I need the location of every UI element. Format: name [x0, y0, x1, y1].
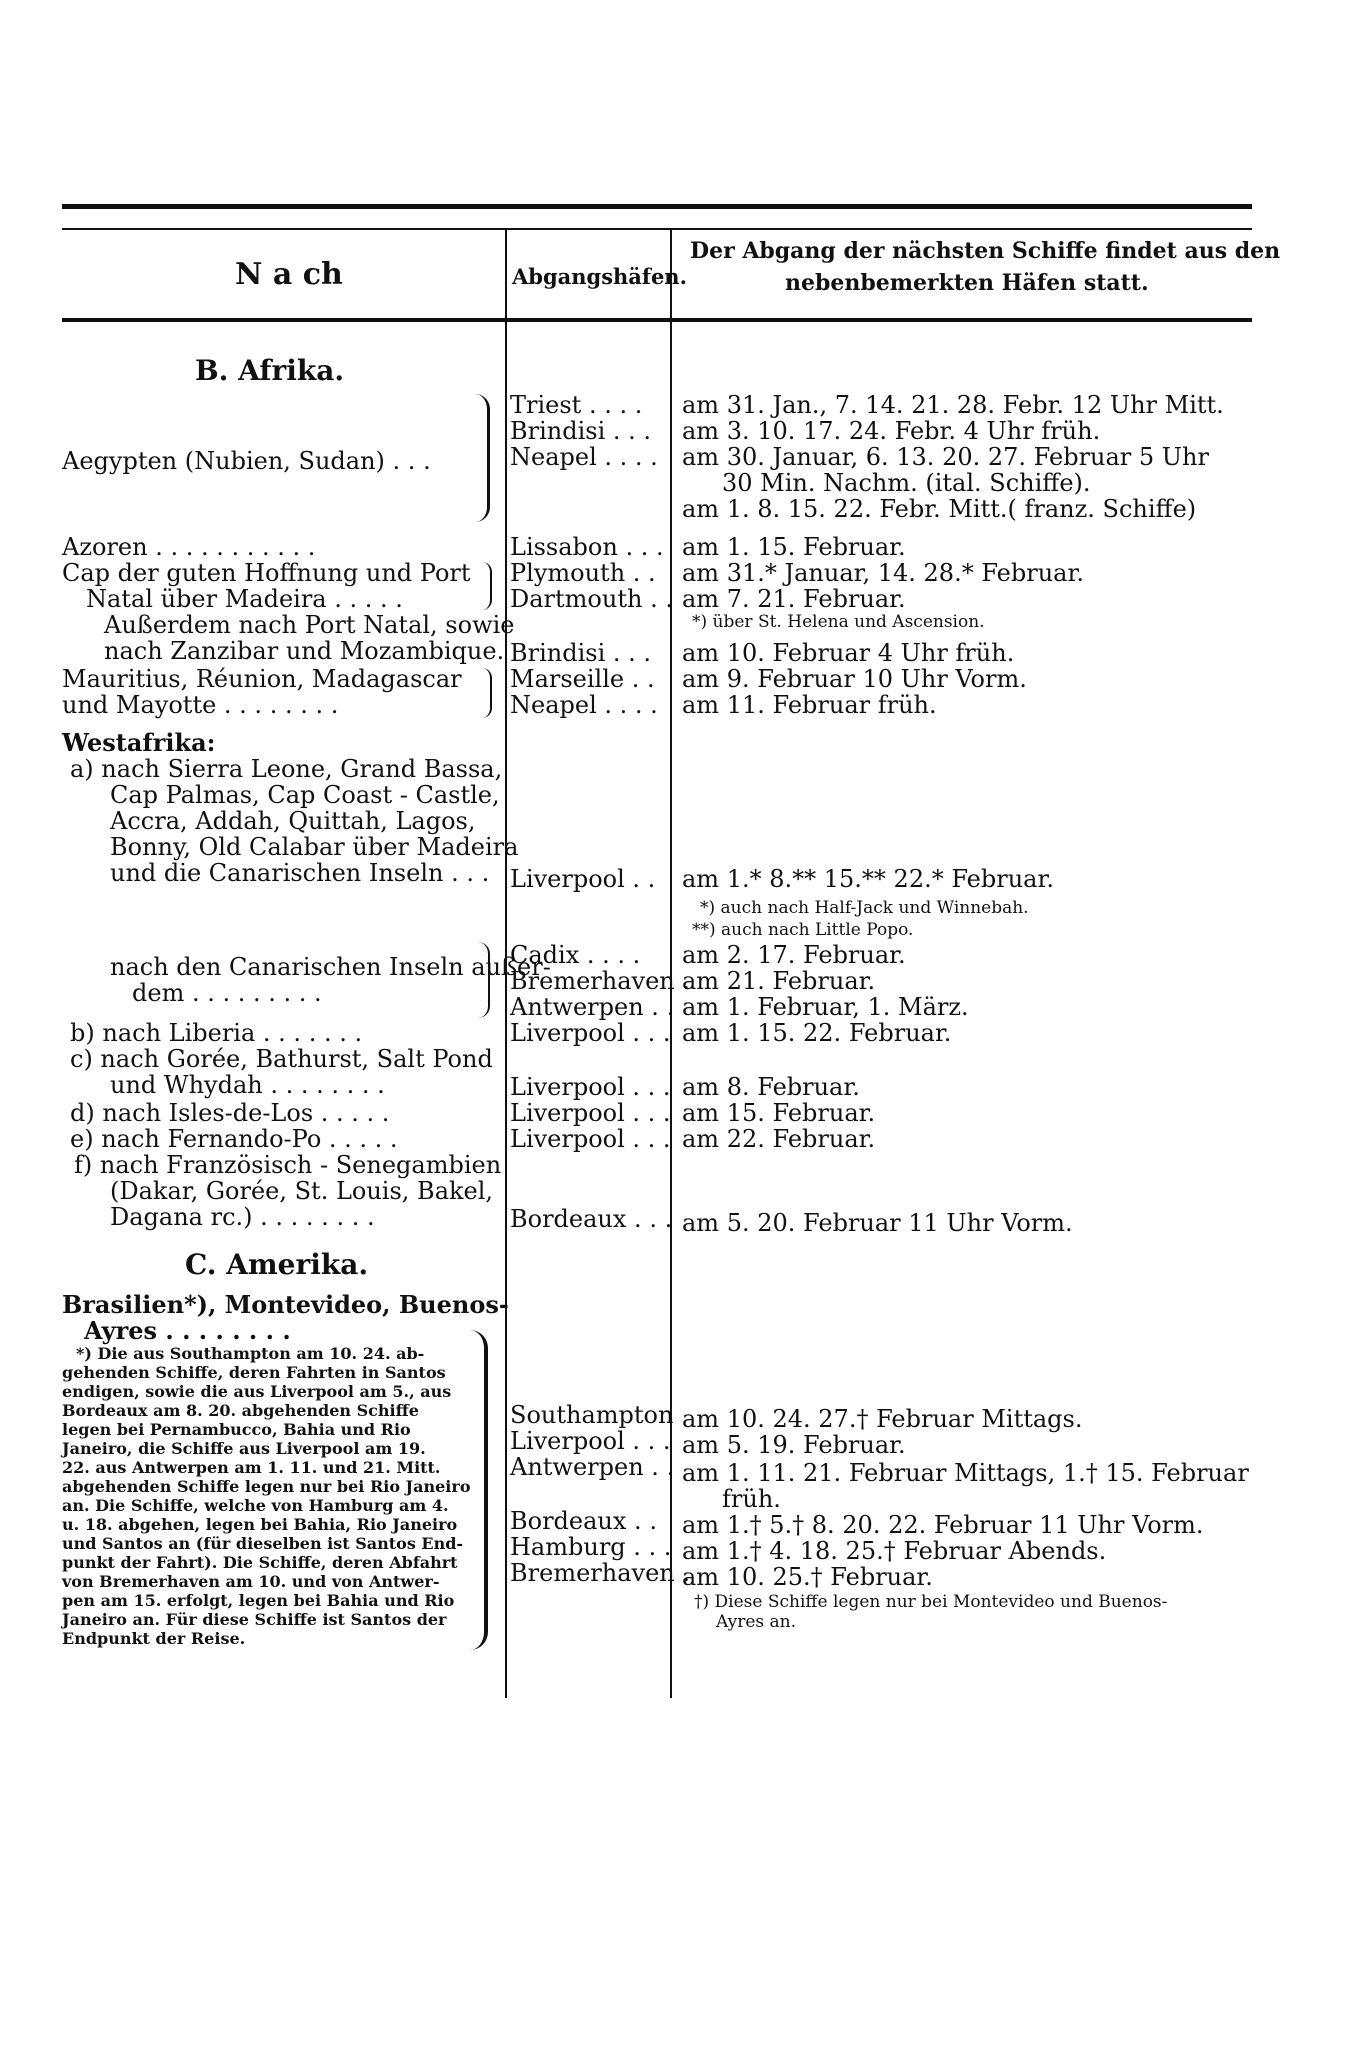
dest-senegambien-line2: (Dakar, Gorée, St. Louis, Bakel, [110, 1177, 494, 1205]
port-liverpool-west-a: Liverpool . . [510, 865, 656, 893]
port-bordeaux-am: Bordeaux . . [510, 1507, 657, 1535]
footnote-line: *) Die aus Southampton am 10. 24. ab- [76, 1344, 425, 1363]
footnote-line: Bordeaux am 8. 20. abgehenden Schiffe [62, 1401, 419, 1420]
footnote-line: und Santos an (für dieselben ist Santos End- [62, 1534, 464, 1553]
dest-westafrika: Westafrika: [62, 728, 216, 757]
dest-west-a-line1: a) nach Sierra Leone, Grand Bassa, [70, 755, 503, 783]
dest-aegypten: Aegypten (Nubien, Sudan) . . . [62, 447, 431, 475]
dep-franz: am 1. 8. 15. 22. Febr. Mitt.( franz. Schiffe) [682, 495, 1197, 523]
dep-bordeaux-am: am 1.† 5.† 8. 20. 22. Februar 11 Uhr Vorm. [682, 1511, 1204, 1539]
dest-cap-line2: Natal über Madeira . . . . . [86, 585, 403, 613]
port-liverpool-c: Liverpool . . . [510, 1073, 671, 1101]
dep-triest: am 31. Jan., 7. 14. 21. 28. Febr. 12 Uhr Mitt. [682, 391, 1224, 419]
top-rule-thin [62, 228, 1252, 230]
note-west-a-1: *) auch nach Half-Jack und Winnebah. [700, 898, 1029, 918]
port-southampton: Southampton [510, 1401, 674, 1429]
brace-aegypten [475, 394, 490, 522]
dep-brindisi-2: am 10. Februar 4 Uhr früh. [682, 639, 1015, 667]
dep-cadix: am 2. 17. Februar. [682, 941, 906, 969]
port-liverpool-am: Liverpool . . . [510, 1427, 671, 1455]
port-bordeaux-f: Bordeaux . . . [510, 1205, 673, 1233]
top-rule [62, 204, 1252, 209]
dep-neapel-2: am 11. Februar früh. [682, 691, 937, 719]
dest-cap-line1: Cap der guten Hoffnung und Port [62, 559, 471, 587]
footnote-line: legen bei Pernambucco, Bahia und Rio [62, 1420, 411, 1439]
port-brindisi-2: Brindisi . . . [510, 639, 652, 667]
note-america-1: †) Diese Schiffe legen nur bei Montevideo und Buenos- [694, 1592, 1168, 1612]
section-title-america: C. Amerika. [185, 1248, 369, 1281]
port-brindisi: Brindisi . . . [510, 417, 652, 445]
dep-neapel: am 30. Januar, 6. 13. 20. 27. Februar 5 Uhr [682, 443, 1209, 471]
note-america-2: Ayres an. [716, 1612, 796, 1632]
dep-lissabon: am 1. 15. Februar. [682, 533, 906, 561]
footnote-line: endigen, sowie die aus Liverpool am 5., aus [62, 1382, 452, 1401]
port-lissabon: Lissabon . . . [510, 533, 664, 561]
dep-antwerpen-am-cont: früh. [722, 1485, 781, 1513]
footnote-line: von Bremerhaven am 10. und von Antwer- [62, 1572, 440, 1591]
port-triest: Triest . . . . [510, 391, 643, 419]
dep-liverpool-c: am 8. Februar. [682, 1073, 860, 1101]
dest-senegambien-line1: f) nach Französisch - Senegambien [74, 1151, 502, 1179]
dest-goree-line1: c) nach Gorée, Bathurst, Salt Pond [70, 1045, 493, 1073]
dest-west-a-line3: Accra, Addah, Quittah, Lagos, [110, 807, 476, 835]
brace-cap [482, 562, 492, 610]
port-antwerpen: Antwerpen . . [510, 993, 675, 1021]
footnote-line: u. 18. abgehen, legen bei Bahia, Rio Janeiro [62, 1515, 458, 1534]
footnote-line: an. Die Schiffe, welche von Hamburg am 4. [62, 1496, 449, 1515]
dest-goree-line2: und Whydah . . . . . . . . [110, 1071, 385, 1099]
footnote-line: pen am 15. erfolgt, legen bei Bahia und Rio [62, 1591, 455, 1610]
port-dartmouth: Dartmouth . . [510, 585, 673, 613]
footnote-line: punkt der Fahrt). Die Schiffe, deren Abfahrt [62, 1553, 458, 1572]
dest-senegambien-line3: Dagana rc.) . . . . . . . . [110, 1203, 375, 1231]
port-liverpool-e: Liverpool . . . [510, 1125, 671, 1153]
port-plymouth: Plymouth . . [510, 559, 656, 587]
footnote-line: 22. aus Antwerpen am 1. 11. und 21. Mitt. [62, 1458, 441, 1477]
dep-marseille: am 9. Februar 10 Uhr Vorm. [682, 665, 1027, 693]
port-antwerpen-am: Antwerpen . . [510, 1453, 675, 1481]
port-liverpool-b: Liverpool . . . [510, 1019, 671, 1047]
footnote-line: Endpunkt der Reise. [62, 1629, 246, 1648]
dest-liberia: b) nach Liberia . . . . . . . [70, 1019, 363, 1047]
brace-america [470, 1330, 488, 1650]
footnote-line: Janeiro an. Für diese Schiffe ist Santos der [62, 1610, 447, 1629]
dep-plymouth: am 31.* Januar, 14. 28.* Februar. [682, 559, 1084, 587]
dest-west-a-line2: Cap Palmas, Cap Coast - Castle, [110, 781, 500, 809]
dep-brindisi: am 3. 10. 17. 24. Febr. 4 Uhr früh. [682, 417, 1101, 445]
dest-canaries-line2: dem . . . . . . . . . [132, 979, 322, 1007]
dest-ausserdem-line1: Außerdem nach Port Natal, sowie [104, 611, 515, 639]
port-neapel-2: Neapel . . . . [510, 691, 658, 719]
port-liverpool-d: Liverpool . . . [510, 1099, 671, 1127]
footnote-line: abgehenden Schiffe legen nur bei Rio Janeiro [62, 1477, 471, 1496]
dep-neapel-cont: 30 Min. Nachm. (ital. Schiffe). [722, 469, 1091, 497]
header-destination: N a ch [235, 257, 343, 292]
port-marseille: Marseille . . [510, 665, 655, 693]
dest-west-a-line4: Bonny, Old Calabar über Madeira [110, 833, 519, 861]
port-cadix: Cadix . . . . [510, 941, 641, 969]
section-title-africa: B. Afrika. [195, 354, 345, 387]
header-departures-line2: nebenbemerkten Häfen statt. [785, 270, 1149, 296]
header-ports: Abgangshäfen. [512, 264, 687, 289]
port-bremerhaven: Bremerhaven . [510, 967, 690, 995]
brace-mauritius [482, 668, 492, 718]
header-rule [62, 318, 1252, 322]
dest-brasilien-line2: Ayres . . . . . . . . [84, 1316, 291, 1345]
port-bremerhaven-am: Bremerhaven . [510, 1559, 690, 1587]
footnote-line: gehenden Schiffe, deren Fahrten in Santos [62, 1363, 446, 1382]
dest-azoren: Azoren . . . . . . . . . . . [62, 533, 316, 561]
dep-hamburg: am 1.† 4. 18. 25.† Februar Abends. [682, 1537, 1107, 1565]
header-departures-line1: Der Abgang der nächsten Schiffe findet aus den [690, 238, 1281, 264]
dep-liverpool-am: am 5. 19. Februar. [682, 1431, 906, 1459]
dest-brasilien-line1: Brasilien*), Montevideo, Buenos- [62, 1290, 509, 1319]
dest-isles-de-los: d) nach Isles-de-Los . . . . . [70, 1099, 390, 1127]
dep-liverpool-west-a: am 1.* 8.** 15.** 22.* Februar. [682, 865, 1054, 893]
dep-liverpool-b: am 1. 15. 22. Februar. [682, 1019, 952, 1047]
dep-bordeaux-f: am 5. 20. Februar 11 Uhr Vorm. [682, 1209, 1073, 1237]
port-neapel: Neapel . . . . [510, 443, 658, 471]
dest-mauritius-line1: Mauritius, Réunion, Madagascar [62, 665, 462, 693]
dep-southampton: am 10. 24. 27.† Februar Mittags. [682, 1405, 1083, 1433]
dep-bremerhaven-am: am 10. 25.† Februar. [682, 1563, 933, 1591]
footnote-line: Janeiro, die Schiffe aus Liverpool am 19. [62, 1439, 426, 1458]
dest-west-a-line5: und die Canarischen Inseln . . . [110, 859, 490, 887]
dep-bremerhaven: am 21. Februar. [682, 967, 876, 995]
dep-liverpool-d: am 15. Februar. [682, 1099, 876, 1127]
dest-canaries-line1: nach den Canarischen Inseln außer- [110, 953, 551, 981]
dest-ausserdem-line2: nach Zanzibar und Mozambique. [104, 637, 505, 665]
dest-fernando-po: e) nach Fernando-Po . . . . . [70, 1125, 398, 1153]
note-west-a-2: **) auch nach Little Popo. [692, 920, 914, 940]
dep-antwerpen-am: am 1. 11. 21. Februar Mittags, 1.† 15. Februar [682, 1459, 1249, 1487]
dep-liverpool-e: am 22. Februar. [682, 1125, 876, 1153]
note-cap: *) über St. Helena und Ascension. [692, 612, 985, 632]
dep-antwerpen: am 1. Februar, 1. März. [682, 993, 969, 1021]
dep-dartmouth: am 7. 21. Februar. [682, 585, 906, 613]
port-hamburg: Hamburg . . . [510, 1533, 672, 1561]
dest-mauritius-line2: und Mayotte . . . . . . . . [62, 691, 339, 719]
